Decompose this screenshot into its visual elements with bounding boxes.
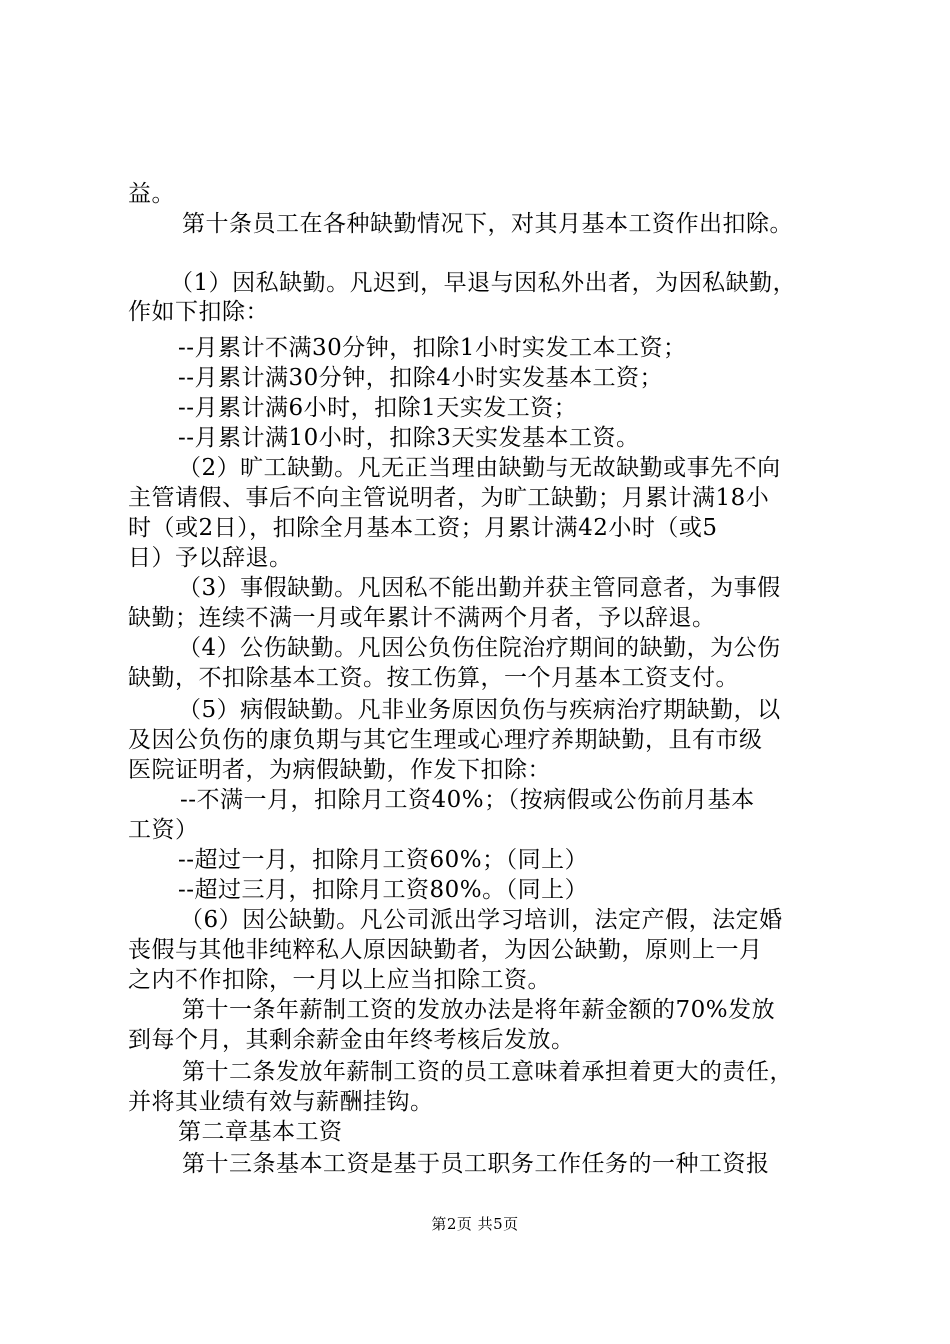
page-footer: 第2页 共5页	[431, 1215, 519, 1233]
text-line: （2）旷工缺勤。凡无正当理由缺勤与无故缺勤或事先不向	[178, 455, 781, 481]
text-line: （1）因私缺勤。凡迟到，早退与因私外出者，为因私缺勤，	[170, 270, 797, 296]
text-line: 益。	[128, 181, 175, 207]
text-line: 丧假与其他非纯粹私人原因缺勤者，为因公缺勤，原则上一月	[128, 937, 763, 963]
text-line: 并将其业绩有效与薪酬挂钩。	[128, 1089, 434, 1115]
text-line: （3）事假缺勤。凡因私不能出勤并获主管同意者，为事假	[178, 575, 781, 601]
text-line: --月累计满30分钟，扣除4小时实发基本工资；	[178, 365, 663, 391]
text-line: 主管请假、事后不向主管说明者，为旷工缺勤；月累计满18小	[128, 485, 770, 511]
text-line: 之内不作扣除，一月以上应当扣除工资。	[128, 967, 551, 993]
text-line: 作如下扣除：	[128, 299, 269, 325]
text-line: --不满一月，扣除月工资40%；（按病假或公伤前月基本	[180, 787, 755, 813]
text-line: 第十二条发放年薪制工资的员工意味着承担着更大的责任，	[182, 1059, 793, 1085]
text-line: 第十条员工在各种缺勤情况下，对其月基本工资作出扣除。	[182, 211, 793, 237]
text-line: 第十三条基本工资是基于员工职务工作任务的一种工资报	[182, 1151, 770, 1177]
text-line: --月累计不满30分钟，扣除1小时实发工本工资；	[178, 335, 687, 361]
text-line: --超过一月，扣除月工资60%；（同上）	[178, 847, 589, 873]
text-line: 缺勤；连续不满一月或年累计不满两个月者，予以辞退。	[128, 605, 716, 631]
text-line: 医院证明者，为病假缺勤，作发下扣除：	[128, 757, 551, 783]
text-line: 缺勤，不扣除基本工资。按工伤算，一个月基本工资支付。	[128, 665, 739, 691]
text-line: 日）予以辞退。	[128, 545, 293, 571]
chapter-heading: 第二章基本工资	[178, 1119, 343, 1145]
text-line: （6）因公缺勤。凡公司派出学习培训，法定产假，法定婚	[180, 907, 783, 933]
text-line: --月累计满10小时，扣除3天实发基本工资。	[178, 425, 640, 451]
text-line: 第十一条年薪制工资的发放办法是将年薪金额的70%发放	[182, 997, 776, 1023]
text-line: （4）公伤缺勤。凡因公负伤住院治疗期间的缺勤，为公伤	[178, 635, 781, 661]
text-line: 时（或2日），扣除全月基本工资；月累计满42小时（或5	[128, 515, 718, 541]
text-line: 工资）	[128, 817, 199, 843]
text-line: 到每个月，其剩余薪金由年终考核后发放。	[128, 1027, 575, 1053]
text-line: 及因公负伤的康负期与其它生理或心理疗养期缺勤，且有市级	[128, 727, 763, 753]
text-line: --月累计满6小时，扣除1天实发工资；	[178, 395, 578, 421]
text-line: --超过三月，扣除月工资80%。（同上）	[178, 877, 589, 903]
text-line: （5）病假缺勤。凡非业务原因负伤与疾病治疗期缺勤，以	[178, 697, 781, 723]
